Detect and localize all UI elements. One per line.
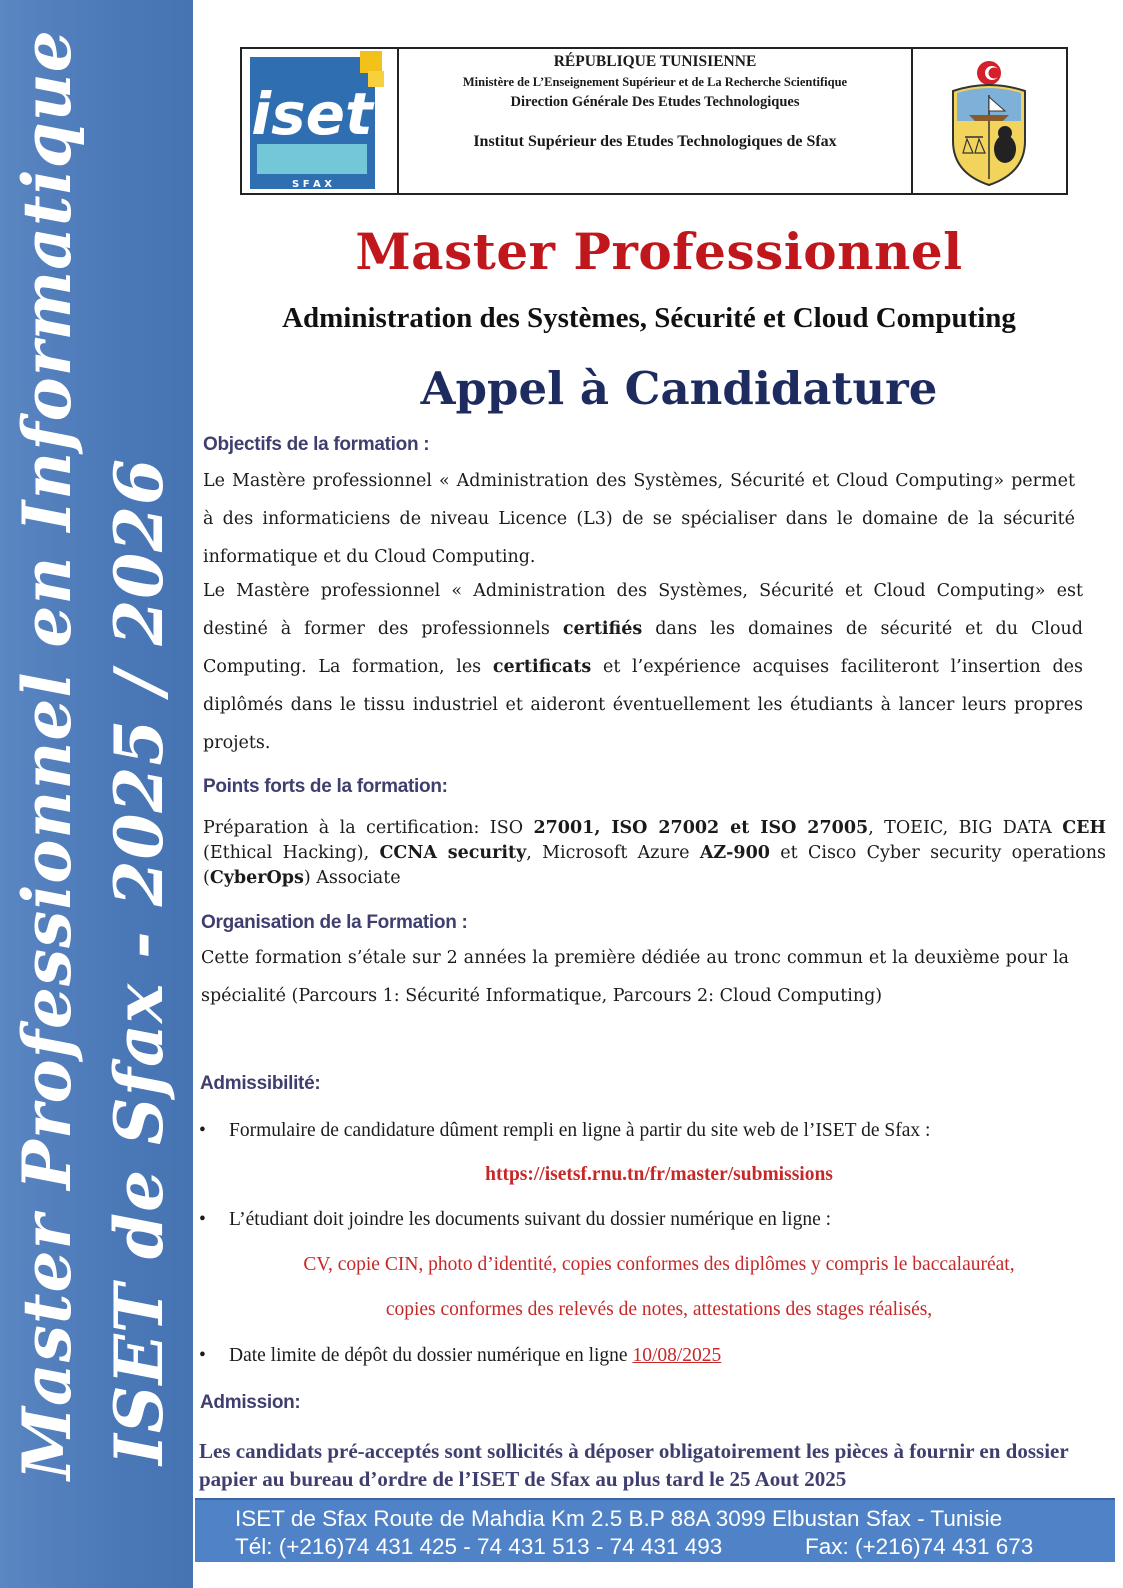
- footer-address: ISET de Sfax Route de Mahdia Km 2.5 B.P 88A 3099 Elbustan Sfax - Tunisie: [235, 1506, 1003, 1531]
- required-documents-line1: CV, copie CIN, photo d’identité, copies conformes des diplômes y compris le baccalauréat,: [303, 1254, 1015, 1275]
- ministere-label: Ministère de L’Enseignement Supérieur et de La Recherche Scientifique: [462, 75, 848, 89]
- institut-label: Institut Supérieur des Etudes Technologiques de Sfax: [473, 133, 837, 150]
- letterhead-text: [399, 49, 913, 193]
- footer-phone: Tél: (+216)74 431 425 - 74 431 513 - 74 431 493: [235, 1534, 723, 1559]
- sidebar-title-line1: Master Professionnel en Informatique: [8, 29, 86, 1480]
- letterhead: [240, 47, 1068, 195]
- coat-of-arms-icon: [913, 49, 1063, 193]
- iset-logo: [242, 49, 399, 193]
- call-heading: Appel à Candidature: [420, 362, 938, 415]
- footer-fax: Fax: (+216)74 431 673: [805, 1534, 1034, 1559]
- objectifs-heading: Objectifs de la formation :: [203, 434, 430, 455]
- points-forts-text: Préparation à la certification: ISO 27001, ISO 27002 et ISO 27005, TOEIC, BIG DATA CEH (Ethical Hacking), CCNA security, Microsoft Azure AZ-900 et Cisco Cyber security operations (CyberOps) Associate: [203, 818, 1106, 888]
- admissibilite-heading: Admissibilité:: [200, 1073, 321, 1094]
- sidebar-banner: [0, 0, 193, 1588]
- footer-contact: [195, 1498, 1115, 1562]
- points-forts-heading: Points forts de la formation:: [203, 776, 448, 797]
- admission-text: Les candidats pré-acceptés sont sollicités à déposer obligatoirement les pièces à fournir en dossier papier au bureau d’ordre de l’ISET de Sfax au plus tard le 25 Aout 2025: [199, 1439, 1069, 1491]
- objectifs-paragraph-2: Le Mastère professionnel « Administration des Systèmes, Sécurité et Cloud Computing» est destiné à former des professionnels certifiés dans les domaines de sécurité et du Cloud Computing. La formation, les certificats et l’expérience acquises faciliteront l’insertion des diplômés dans le tissu industriel et aideront éventuellement les étudiants à lancer leurs propres projets.: [203, 581, 1083, 753]
- objectifs-paragraph-1: Le Mastère professionnel « Administration des Systèmes, Sécurité et Cloud Computing» permet à des informaticiens de niveau Licence (L3) de se spécialiser dans le domaine de la sécurité informatique et du Cloud Computing.: [203, 471, 1075, 567]
- admission-heading: Admission:: [200, 1392, 301, 1413]
- logo-subtext: S F A X: [292, 179, 332, 190]
- deadline-date: 10/08/2025: [632, 1345, 722, 1366]
- program-subtitle: Administration des Systèmes, Sécurité et Cloud Computing: [282, 302, 1016, 334]
- sidebar-title-line2: ISET de Sfax - 2025 / 2026: [100, 457, 178, 1465]
- organisation-text: Cette formation s’étale sur 2 années la première dédiée au tronc commun et la deuxième pour la spécialité (Parcours 1: Sécurité Informatique, Parcours 2: Cloud Computing): [201, 948, 1069, 1006]
- logo-wordmark: iset: [251, 80, 373, 148]
- required-documents-line2: copies conformes des relevés de notes, attestations des stages réalisés,: [385, 1299, 933, 1320]
- submission-link[interactable]: https://isetsf.rnu.tn/fr/master/submissions: [485, 1164, 833, 1185]
- iset-logo-graphic: [242, 49, 393, 193]
- page-title: Master Professionnel: [355, 222, 963, 281]
- tunisia-coat-of-arms: [913, 49, 1066, 193]
- republique-label: RÉPUBLIQUE TUNISIENNE: [553, 53, 757, 70]
- organisation-heading: Organisation de la Formation :: [201, 912, 468, 933]
- direction-label: Direction Générale Des Etudes Technologiques: [510, 94, 800, 110]
